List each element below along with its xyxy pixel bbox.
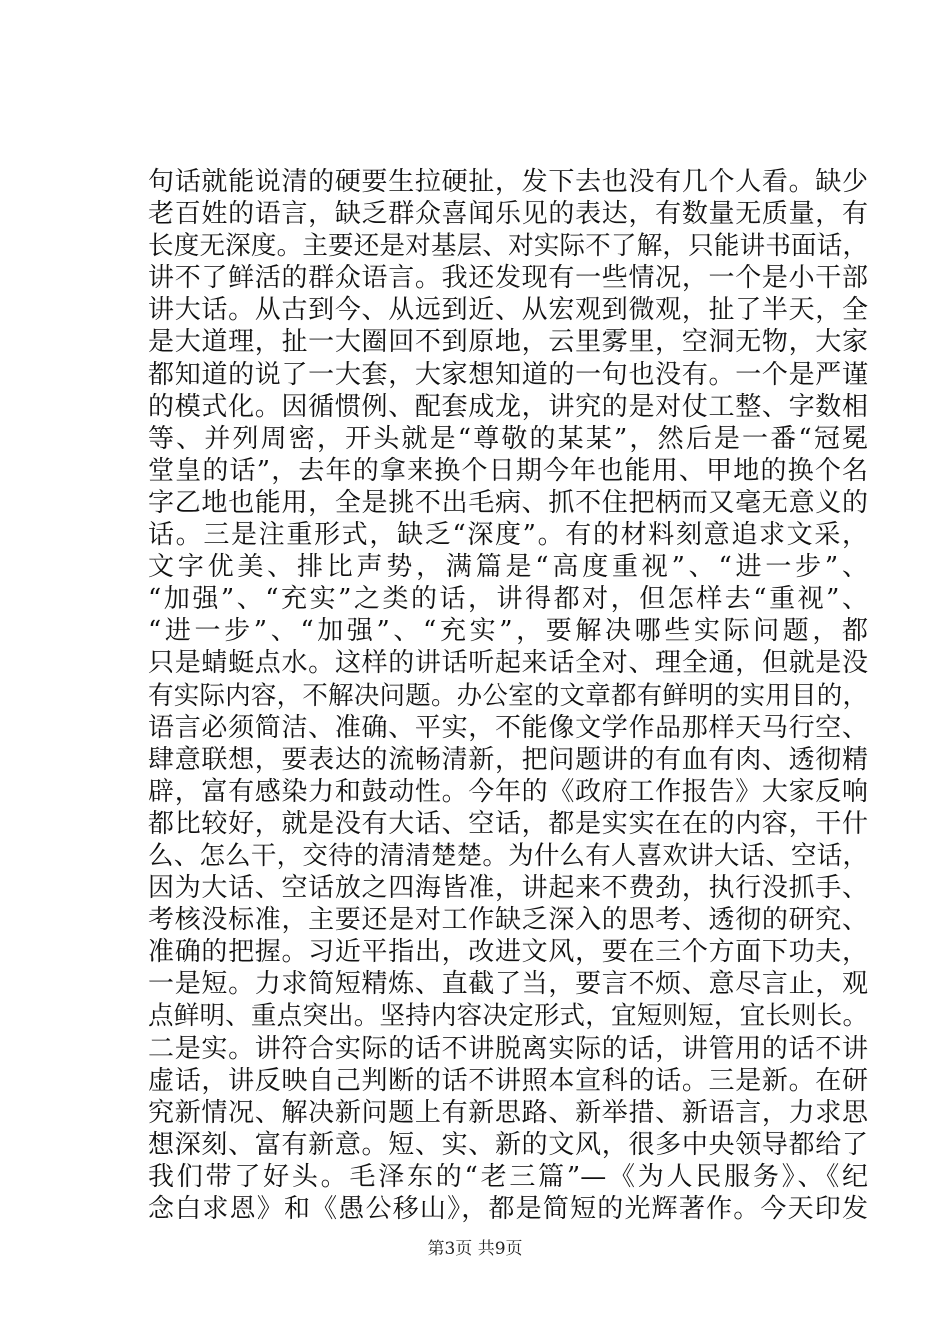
text-line: 二是实。讲符合实际的话不讲脱离实际的话，讲管用的话不讲 <box>148 1033 868 1064</box>
text-line: 究新情况、解决新问题上有新思路、新举措、新语言，力求思 <box>148 1097 868 1128</box>
text-line: 的模式化。因循惯例、配套成龙，讲究的是对仗工整、字数相 <box>148 391 868 422</box>
text-line: 辟，富有感染力和鼓动性。今年的《政府工作报告》大家反响 <box>148 776 868 807</box>
text-line: 因为大话、空话放之四海皆准，讲起来不费劲，执行没抓手、 <box>148 873 868 904</box>
text-line: 老百姓的语言，缺乏群众喜闻乐见的表达，有数量无质量，有 <box>148 199 868 230</box>
text-line: “进一步”、“加强”、“充实”，要解决哪些实际问题，都 <box>148 616 868 647</box>
text-line: 肆意联想，要表达的流畅清新，把问题讲的有血有肉、透彻精 <box>148 744 868 775</box>
text-line: 一是短。力求简短精炼、直截了当，要言不烦、意尽言止，观 <box>148 969 868 1000</box>
text-line: 考核没标准，主要还是对工作缺乏深入的思考、透彻的研究、 <box>148 905 868 936</box>
body-text <box>148 166 868 1225</box>
text-line: 语言必须简洁、准确、平实，不能像文学作品那样天马行空、 <box>148 712 868 743</box>
text-line: 字乙地也能用，全是挑不出毛病、抓不住把柄而又毫无意义的 <box>148 487 868 518</box>
text-line: 想深刻、富有新意。短、实、新的文风，很多中央领导都给了 <box>148 1129 868 1160</box>
text-line: 只是蜻蜓点水。这样的讲话听起来话全对、理全通，但就是没 <box>148 648 868 679</box>
text-line: 文字优美、排比声势，满篇是“高度重视”、“进一步”、 <box>148 552 868 583</box>
text-line: 都知道的说了一大套，大家想知道的一句也没有。一个是严谨 <box>148 359 868 390</box>
text-line: 讲不了鲜活的群众语言。我还发现有一些情况，一个是小干部 <box>148 263 868 294</box>
text-line: 都比较好，就是没有大话、空话，都是实实在在的内容，干什 <box>148 808 868 839</box>
text-line: 我们带了好头。毛泽东的“老三篇”—《为人民服务》、《纪 <box>148 1161 868 1192</box>
text-line: 准确的把握。习近平指出，改进文风，要在三个方面下功夫， <box>148 937 868 968</box>
text-line: 有实际内容，不解决问题。办公室的文章都有鲜明的实用目的， <box>148 680 868 711</box>
text-line: 讲大话。从古到今、从远到近、从宏观到微观，扯了半天，全 <box>148 295 868 326</box>
text-line: 堂皇的话”，去年的拿来换个日期今年也能用、甲地的换个名 <box>148 455 868 486</box>
text-line: 么、怎么干，交待的清清楚楚。为什么有人喜欢讲大话、空话， <box>148 840 868 871</box>
text-line: 长度无深度。主要还是对基层、对实际不了解，只能讲书面话， <box>148 231 868 262</box>
text-line: “加强”、“充实”之类的话，讲得都对，但怎样去“重视”、 <box>148 584 868 615</box>
text-line: 是大道理，扯一大圈回不到原地，云里雾里，空洞无物，大家 <box>148 327 868 358</box>
page-footer <box>0 1238 950 1260</box>
text-line: 虚话，讲反映自己判断的话不讲照本宣科的话。三是新。在研 <box>148 1065 868 1096</box>
text-line: 话。三是注重形式，缺乏“深度”。有的材料刻意追求文采， <box>148 520 868 551</box>
page-number-label: 第3页 共9页 <box>427 1239 523 1259</box>
text-line: 念白求恩》和《愚公移山》，都是简短的光辉著作。今天印发 <box>148 1194 868 1224</box>
text-line: 句话就能说清的硬要生拉硬扯，发下去也没有几个人看。缺少 <box>148 167 868 197</box>
text-line: 等、并列周密，开头就是“尊敬的某某”，然后是一番“冠冕 <box>148 423 868 454</box>
text-line: 点鲜明、重点突出。坚持内容决定形式，宜短则短，宜长则长。 <box>148 1001 868 1032</box>
